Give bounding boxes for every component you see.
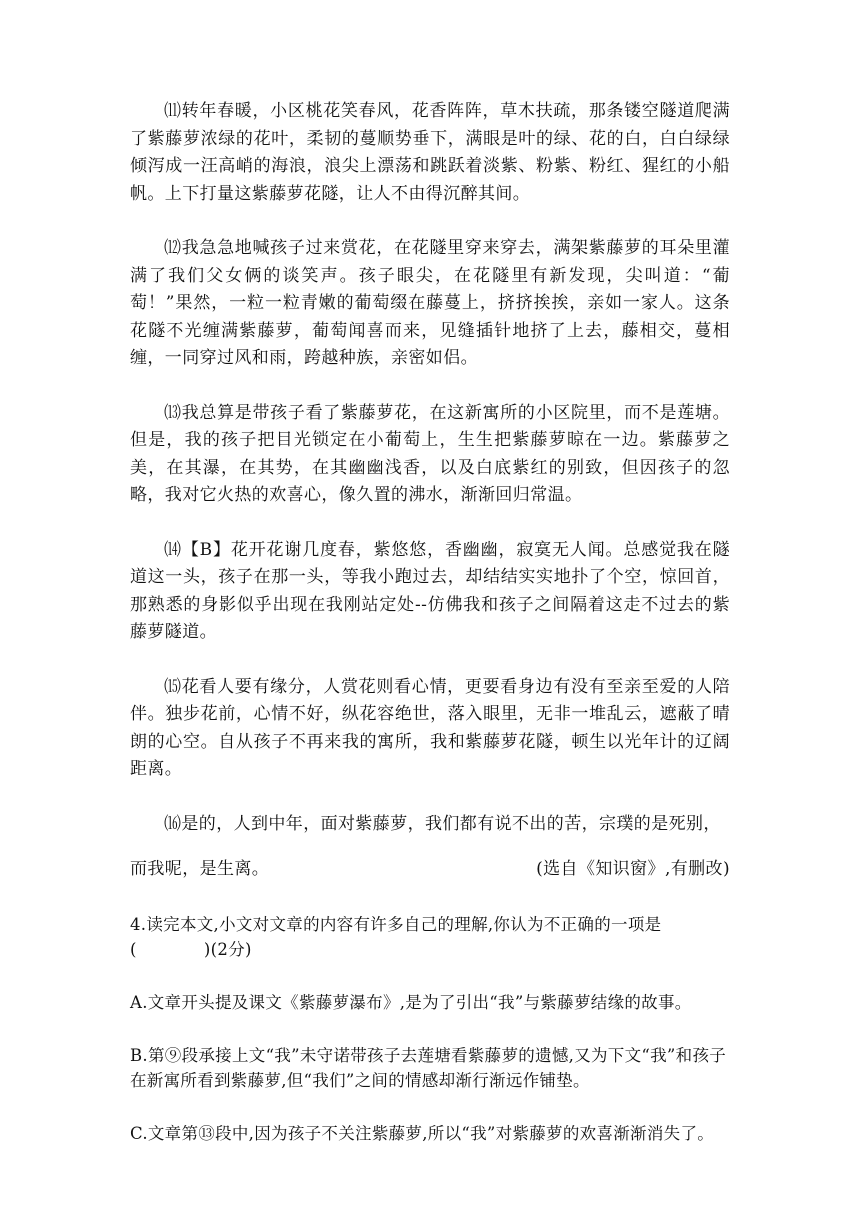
paragraph-16-last-text: 而我呢，是生离。 xyxy=(130,859,270,879)
paragraph-12: ⑿我急急地喊孩子过来赏花，在花隧里穿来穿去，满架紫藤萝的耳朵里灌满了我们父女俩的谈笑声。孩子眼尖，在花隧里有新发现，尖叫道：“葡萄！”果然，一粒一粒青嫩的葡萄缀在藤蔓上，挤挤挨挨，亲如一家人。这条花隧不光缠满紫藤萝，葡萄闻喜而来，见缝插针地挤了上去，藤相交，蔓相缠，一同穿过风和雨，跨越种族，亲密如侣。 xyxy=(130,238,730,368)
paragraph-13: ⒀我总算是带孩子看了紫藤萝花，在这新寓所的小区院里，而不是莲塘。但是，我的孩子把目光锁定在小葡萄上，生生把紫藤萝晾在一边。紫藤萝之美，在其瀑，在其势，在其幽幽浅香，以及白底紫红的别致，但因孩子的忽略，我对它火热的欢喜心，像久置的沸水，渐渐回归常温。 xyxy=(130,402,730,505)
paragraph-16: ⒃是的，人到中年，面对紫藤萝，我们都有说不出的苦，宗璞的是死别， xyxy=(164,813,721,834)
option-b: B.第⑨段承接上文“我”未守诺带孩子去莲塘看紫藤萝的遗憾,又为下文“我”和孩子在新寓所看到紫藤萝,但“我们”之间的情感却渐行渐远作铺垫。 xyxy=(130,1045,727,1090)
option-c: C.文章第⑬段中,因为孩子不关注紫藤萝,所以“我”对紫藤萝的欢喜渐渐消失了。 xyxy=(130,1123,715,1143)
paragraph-14: ⒁【B】花开花谢几度春，紫悠悠，香幽幽，寂寞无人闻。总感觉我在隧道这一头，孩子在那一头，等我小跑过去，却结结实实地扑了个空，惊回首，那熟悉的身影似乎出现在我刚站定处--仿佛我和孩子之间隔着这走不过去的紫藤萝隧道。 xyxy=(130,539,730,642)
document-page xyxy=(130,98,730,1174)
source-citation: (选自《知识窗》,有删改) xyxy=(536,859,730,879)
option-a: A.文章开头提及课文《紫藤萝瀑布》,是为了引出“我”与紫藤萝结缘的故事。 xyxy=(130,992,692,1012)
question-stem: 4.读完本文,小文对文章的内容有许多自己的理解,你认为不正确的一项是( )(2分) xyxy=(130,914,662,959)
paragraph-16-ending xyxy=(130,856,730,884)
paragraph-15: ⒂花看人要有缘分，人赏花则看心情，更要看身边有没有至亲至爱的人陪伴。独步花前，心情不好，纵花容绝世，落入眼里，无非一堆乱云，遮蔽了晴朗的心空。自从孩子不再来我的寓所，我和紫藤萝花隧，顿生以光年计的辽阔距离。 xyxy=(130,676,730,779)
paragraph-11: ⑾转年春暖，小区桃花笑春风，花香阵阵，草木扶疏，那条镂空隧道爬满了紫藤萝浓绿的花叶，柔韧的蔓顺势垂下，满眼是叶的绿、花的白，白白绿绿倾泻成一汪高峭的海浪，浪尖上漂荡和跳跃着淡紫、粉紫、粉红、猩红的小船帆。上下打量这紫藤萝花隧，让人不由得沉醉其间。 xyxy=(130,101,730,204)
